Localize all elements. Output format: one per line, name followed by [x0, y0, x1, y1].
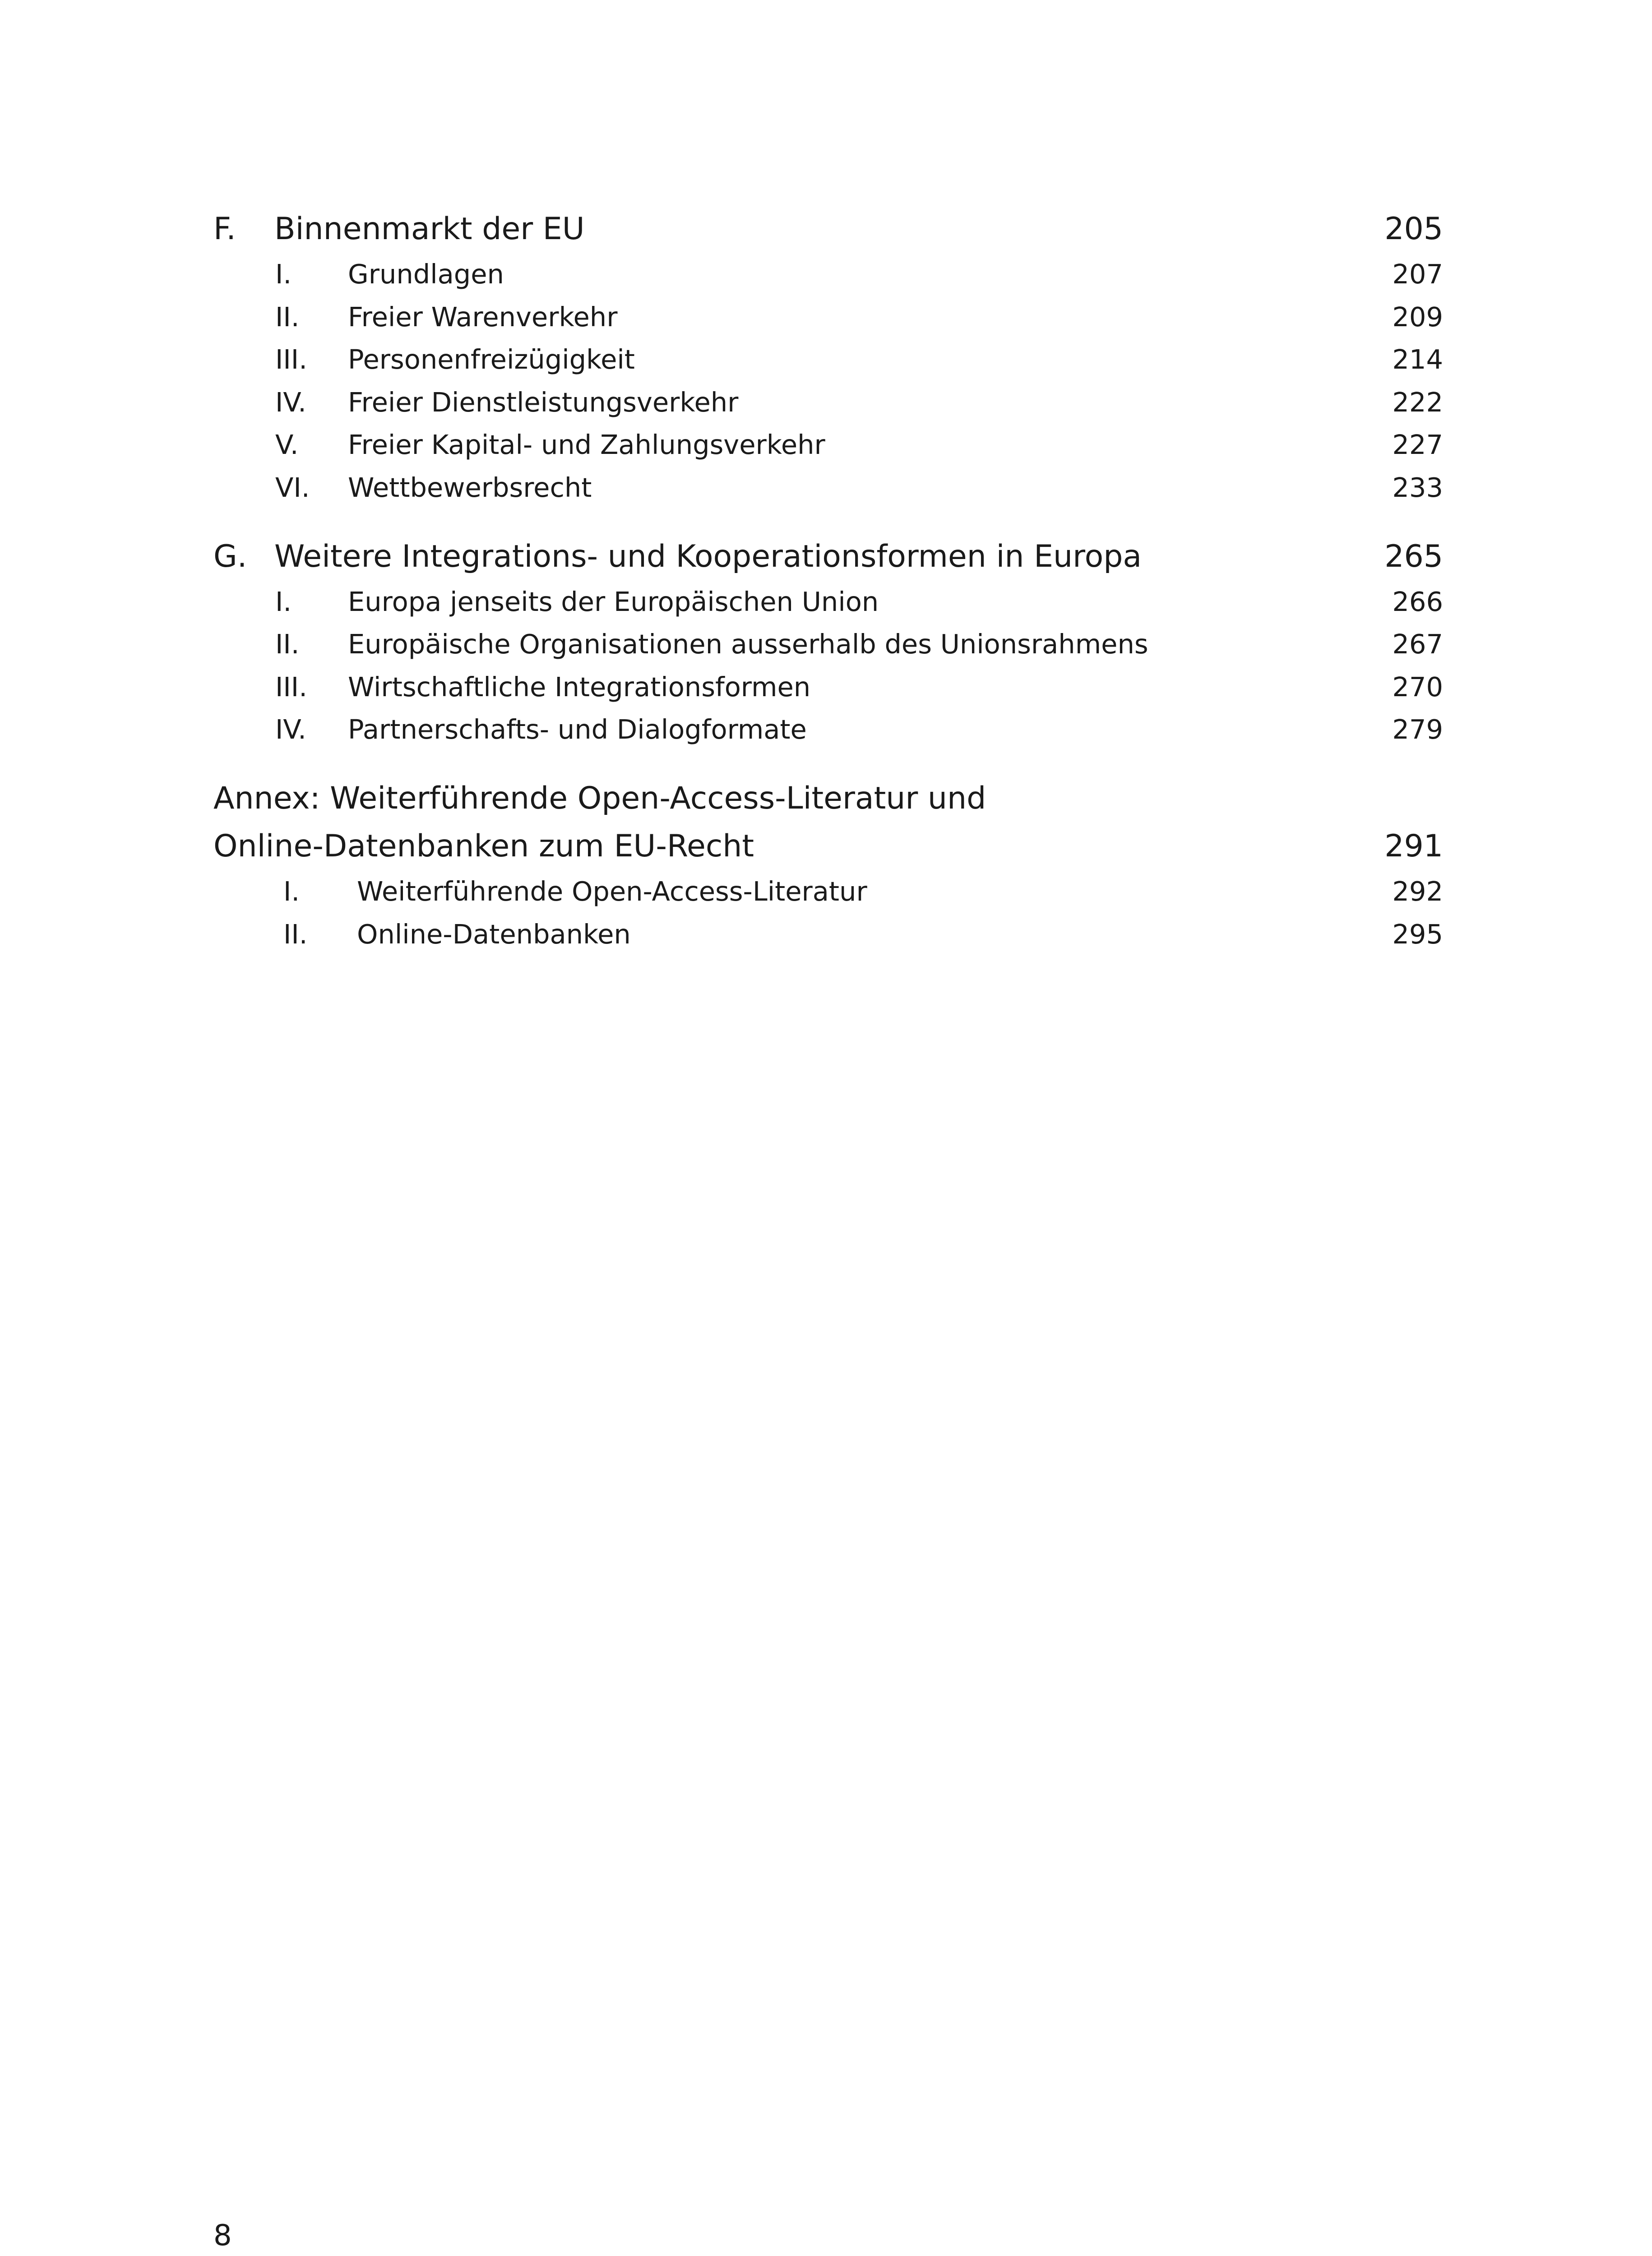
- section-page-number: 205: [1384, 211, 1443, 247]
- toc-entry: [213, 296, 1443, 339]
- annex-heading: [213, 775, 1443, 870]
- toc-entry: [213, 708, 1443, 751]
- entry-label: Wettbewerbsrecht: [348, 472, 592, 503]
- entry-label: Weiterführende Open-Access-Literatur: [357, 875, 867, 907]
- entry-numeral: I.: [283, 875, 300, 907]
- entry-numeral: II.: [275, 629, 300, 660]
- section-letter: F.: [213, 211, 236, 247]
- entry-page-number: 292: [1392, 875, 1443, 907]
- entry-numeral: I.: [275, 586, 292, 617]
- entry-page-number: 279: [1392, 714, 1443, 745]
- entry-label: Europa jenseits der Europäischen Union: [348, 586, 879, 617]
- entry-label: Online-Datenbanken: [357, 918, 631, 950]
- entry-label: Partnerschafts- und Dialogformate: [348, 714, 807, 745]
- section-page-number: 265: [1384, 538, 1443, 574]
- toc-entry: [213, 913, 1443, 956]
- entry-numeral: V.: [275, 429, 299, 461]
- annex-subsection-list: [213, 870, 1443, 956]
- toc-entry: [213, 870, 1443, 913]
- toc-entry: [213, 381, 1443, 424]
- entry-page-number: 266: [1392, 586, 1443, 617]
- toc-section-annex: [213, 775, 1443, 956]
- entry-label: Freier Kapital- und Zahlungsverkehr: [348, 429, 825, 461]
- entry-page-number: 267: [1392, 629, 1443, 660]
- toc-entry: [213, 623, 1443, 666]
- entry-page-number: 227: [1392, 429, 1443, 461]
- entry-numeral: III.: [275, 344, 307, 375]
- annex-page-number: 291: [1384, 828, 1443, 864]
- section-title: Weitere Integrations- und Kooperationsformen in Europa: [274, 538, 1142, 574]
- section-letter: G.: [213, 538, 247, 574]
- entry-numeral: VI.: [275, 472, 310, 503]
- entry-page-number: 222: [1392, 386, 1443, 418]
- entry-numeral: IV.: [275, 714, 306, 745]
- entry-numeral: I.: [275, 259, 292, 290]
- entry-page-number: 209: [1392, 301, 1443, 333]
- entry-page-number: 207: [1392, 259, 1443, 290]
- toc-entry: [213, 338, 1443, 381]
- annex-title-line-2: Online-Datenbanken zum EU-Recht: [213, 828, 754, 864]
- entry-numeral: IV.: [275, 386, 306, 418]
- entry-label: Freier Warenverkehr: [348, 301, 618, 333]
- entry-numeral: III.: [275, 671, 307, 703]
- entry-label: Grundlagen: [348, 259, 504, 290]
- toc-entry: [213, 581, 1443, 624]
- entry-page-number: 295: [1392, 918, 1443, 950]
- annex-title-line-1: Annex: Weiterführende Open-Access-Literatur und: [213, 780, 986, 816]
- section-heading: [213, 205, 1443, 253]
- entry-label: Personenfreizügigkeit: [348, 344, 635, 375]
- toc-section-g: [213, 533, 1443, 751]
- toc-entry: [213, 666, 1443, 709]
- entry-numeral: II.: [275, 301, 300, 333]
- entry-label: Freier Dienstleistungsverkehr: [348, 386, 739, 418]
- entry-page-number: 233: [1392, 472, 1443, 503]
- toc-entry: [213, 467, 1443, 509]
- section-title: Binnenmarkt der EU: [274, 211, 585, 247]
- entry-numeral: II.: [283, 918, 308, 950]
- entry-label: Europäische Organisationen ausserhalb des Unionsrahmens: [348, 629, 1148, 660]
- entry-page-number: 270: [1392, 671, 1443, 703]
- toc-entry: [213, 424, 1443, 467]
- subsection-list: [213, 253, 1443, 509]
- page-folio-number: 8: [213, 2219, 232, 2252]
- entry-label: Wirtschaftliche Integrationsformen: [348, 671, 811, 703]
- entry-page-number: 214: [1392, 344, 1443, 375]
- subsection-list: [213, 581, 1443, 751]
- toc-section-f: [213, 205, 1443, 509]
- section-heading: [213, 533, 1443, 581]
- toc-entry: [213, 253, 1443, 296]
- table-of-contents: [213, 205, 1443, 956]
